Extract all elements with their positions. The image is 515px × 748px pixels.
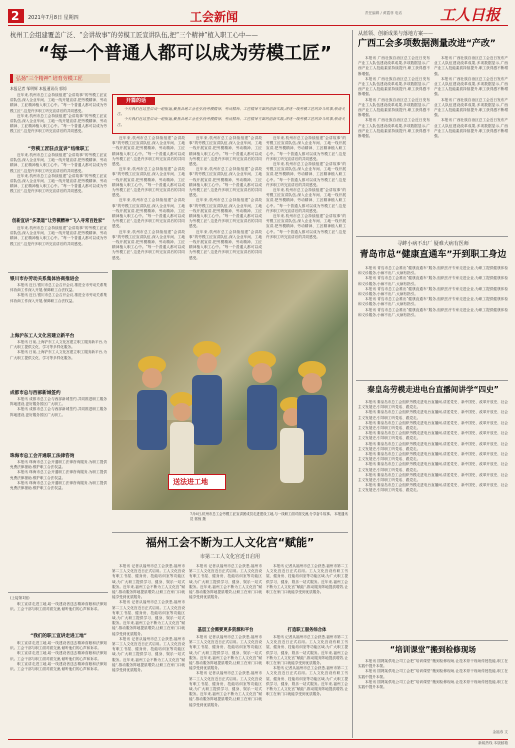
right-rule-1 (356, 236, 508, 237)
lead-body-col4: 近年来,杭州市总工会持续组建“会讲故事”的劳模工匠宣讲队伍,深入企业车间、工地一线开展宣讲,把劳模精神、劳动精神、工匠精神植入职工心中。“每一个普通人都可以成为劳模工匠”,这是许多职工听完宣讲后的共同感受。 近年来,杭州市总工会持续组建“会讲故事”的劳模工匠宣讲队伍,深入企业车间、工地一线开展宣讲,把劳模精神、劳动精神、工匠精神植入职工心中。“每一个普通人都可以成为劳模工匠”,这是许多职工听完宣讲后的共同感受。 近年来,杭州市总工会持续组建“会讲故事”的劳模工匠宣讲队伍,深入企业车间、工地一线开展宣讲,把劳模精神、劳动精神、工匠精神植入职工心中。“每一个普通人都可以成为劳模工匠”,这是许多职工听完宣讲后的共同感受。 近年来,杭州市总工会持续组建“会讲故事”的劳模工匠宣讲队伍,深入企业车间、工地一线开展宣讲,把劳模精神、劳动精神、工匠精神植入职工心中。“每一个普通人都可以成为劳模工匠”,这是许多职工听完宣讲后的共同感受。 (266, 136, 346, 239)
lead-body-col1b: 近年来,杭州市总工会持续组建“会讲故事”的劳模工匠宣讲队伍,深入企业车间、工地一线开展宣讲,把劳模精神、劳动精神、工匠精神植入职工心中。“每一个普通人都可以成为劳模工匠”,这是许多职工听完宣讲后的共同感受。 近年来,杭州市总工会持续组建“会讲故事”的劳模工匠宣讲队伍,深入企业车间、工地一线开展宣讲,把劳模精神、劳动精神、工匠精神植入职工心中。“每一个普通人都可以成为劳模工匠”,这是许多职工听完宣讲后的共同感受。 (10, 153, 107, 194)
fuzhou-subhead-2: 打造职工服务综合体 (287, 628, 327, 633)
right-rule-3 (356, 640, 508, 641)
editor-note-title: 开篇的话 (117, 97, 155, 105)
lead-badge-text: 弘扬“三个精神” 培育劳模工匠 (16, 76, 83, 82)
masthead-rule (8, 25, 508, 26)
brief-body-3: 本报讯 成都市总工会与西部新城签约,共同推进职工服务阵地建设,更好服务园区广大职工。 本报讯 成都市总工会与西部新城签约,共同推进职工服务阵地建设,更好服务园区广大职工。 (10, 397, 107, 417)
brief-body-4: 本报讯 珠海市总工会开通职工法律咨询服务,为职工提供免费法律援助,维护职工合法权益。 本报讯 珠海市总工会开通职工法律咨询服务,为职工提供免费法律援助,维护职工合法权益。 本报讯 珠海市总工会开通职工法律咨询服务,为职工提供免费法律援助,维护职工合法权益。 (10, 460, 107, 491)
issue-date: 2021年7月8日 星期四 (28, 15, 79, 21)
page-number: 2 (11, 9, 20, 23)
lead-headline: “每一个普通人都可以成为劳模工匠” (38, 43, 332, 64)
left-briefs (10, 276, 107, 576)
fuzhou-top-rule (112, 532, 348, 533)
fuzhou-body-col3b: 本报讯 记者从福州市总工会获悉,福州市第二工人文化宫近日正式启用。工人文化宫设有职工书屋、健身房、技能培训室等功能区域,为广大职工提供学习、健身、娱乐一站式服务。近年来,福州工会不断为工人文化宫“赋能”,推动服务阵地提质增效,让职工在家门口就能享受到优质服务。 本报讯 记者从福州市总工会获悉,福州市第二工人文化宫近日正式启用。工人文化宫设有职工书屋、健身房、技能培训室等功能区域,为广大职工提供学习、健身、娱乐一站式服务。近年来,福州工会不断为工人文化宫“赋能”,推动服务阵地提质增效,让职工在家门口就能享受到优质服务。 (266, 635, 348, 697)
brief-title-1: 银川市办劳动关系集体协商推进会 (10, 277, 79, 282)
lead-kicker: 杭州工会组建覆盖广泛、“会讲故事”的劳模工匠宣讲队伍,把“三个精神”植入职工心中—— (10, 32, 258, 39)
briefs-top-rule (8, 272, 108, 273)
paper-logo: 工人日报 (440, 6, 501, 24)
right-top-body-col2: 本报讯 广西壮族自治区总工会近日发布产业工人队伍建设改革成果,多项数据显示,广西产业工人技能素质持续提升,职工获得感不断增强。 本报讯 广西壮族自治区总工会近日发布产业工人队伍建设改革成果,多项数据显示,广西产业工人技能素质持续提升,职工获得感不断增强。 本报讯 广西壮族自治区总工会近日发布产业工人队伍建设改革成果,多项数据显示,广西产业工人技能素质持续提升,职工获得感不断增强。 本报讯 广西壮族自治区总工会近日发布产业工人队伍建设改革成果,多项数据显示,广西产业工人技能素质持续提升,职工获得感不断增强。 (434, 56, 508, 139)
footer-text: 新闻热线 本版邮箱 (478, 741, 508, 745)
lead-body-col1c: 近年来,杭州市总工会持续组建“会讲故事”的劳模工匠宣讲队伍,深入企业车间、工地一线开展宣讲,把劳模精神、劳动精神、工匠精神植入职工心中。“每一个普通人都可以成为劳模工匠”,这是许多职工听完宣讲后的共同感受。 (10, 226, 107, 246)
right-top-body-col1: 本报讯 广西壮族自治区总工会近日发布产业工人队伍建设改革成果,多项数据显示,广西产业工人技能素质持续提升,职工获得感不断增强。 本报讯 广西壮族自治区总工会近日发布产业工人队伍建设改革成果,多项数据显示,广西产业工人技能素质持续提升,职工获得感不断增强。 本报讯 广西壮族自治区总工会近日发布产业工人队伍建设改革成果,多项数据显示,广西产业工人技能素质持续提升,职工获得感不断增强。 本报讯 广西壮族自治区总工会近日发布产业工人队伍建设改革成果,多项数据显示,广西产业工人技能素质持续提升,职工获得感不断增强。 (358, 56, 430, 139)
fuzhou-subtitle: 市第二工人文化宫近日启用 (199, 554, 260, 560)
brief-title-2: 上海沪东工人文化宫建立新平台 (10, 334, 75, 339)
brief-body-2: 本报讯 日前,上海沪东工人文化宫建立职工服务新平台,为广大职工提供文化、学习等多样化服务。 本报讯 日前,上海沪东工人文化宫建立职工服务新平台,为广大职工提供文化、学习等多样化服务。 (10, 340, 107, 360)
lead-subhead-2: 创新宣讲“多渠道”让劳模精神“飞入寻常百姓家” (12, 219, 105, 224)
lead-badge (10, 74, 110, 83)
right-tag: 金福寿 文 (492, 730, 508, 734)
fuzhou-subhead: 基层工会需要更多资源和平台 (197, 628, 254, 633)
essay-subhead: “我们的职工宣讲走进工地” (30, 634, 87, 639)
lead-byline: 本报记者 邹明辉 本报通讯员 郭惊 (10, 86, 67, 91)
right-column-divider (352, 30, 353, 738)
essay-body-b: 职工宣讲走进工地,给一线建设者送去精神食粮和法律知识。工会干部与职工面对面交流,倾听他们的心声和诉求。 职工宣讲走进工地,给一线建设者送去精神食粮和法律知识。工会干部与职工面对面交流,倾听他们的心声和诉求。 职工宣讲走进工地,给一线建设者送去精神食粮和法律知识。工会干部与职工面对面交流,倾听他们的心声和诉求。 (10, 641, 107, 672)
right-mid-kicker: 寻衅小病不出厂 疑难大病有医师 (397, 241, 469, 247)
brief-title-3: 成都市总与西部新城签约 (10, 391, 61, 396)
page-number-badge (8, 9, 24, 23)
right-mid-body: 本报讯 青岛市总工会推出“健康直通车”服务,组织医疗专家走进企业,为职工提供健康体检和义诊服务,小病不出厂,大病有指引。 本报讯 青岛市总工会推出“健康直通车”服务,组织医疗专家走进企业,为职工提供健康体检和义诊服务,小病不出厂,大病有指引。 本报讯 青岛市总工会推出“健康直通车”服务,组织医疗专家走进企业,为职工提供健康体检和义诊服务,小病不出厂,大病有指引。 本报讯 青岛市总工会推出“健康直通车”服务,组织医疗专家走进企业,为职工提供健康体检和义诊服务,小病不出厂,大病有指引。 本报讯 青岛市总工会推出“健康直通车”服务,组织医疗专家走进企业,为职工提供健康体检和义诊服务,小病不出厂,大病有指引。 (358, 266, 508, 317)
lead-subhead-1: “劳模工匠驻点宣讲”结缘职工 (27, 147, 90, 152)
lead-body-col1: 近年来,杭州市总工会持续组建“会讲故事”的劳模工匠宣讲队伍,深入企业车间、工地一线开展宣讲,把劳模精神、劳动精神、工匠精神植入职工心中。“每一个普通人都可以成为劳模工匠”,这是许多职工听完宣讲后的共同感受。 近年来,杭州市总工会持续组建“会讲故事”的劳模工匠宣讲队伍,深入企业车间、工地一线开展宣讲,把劳模精神、劳动精神、工匠精神植入职工心中。“每一个普通人都可以成为劳模工匠”,这是许多职工听完宣讲后的共同感受。 (10, 93, 107, 134)
photo-caption: 7月6日,杭州市总工会劳模工匠宣讲团成员走进建设工地,与一线职工面对面交流,分享奋斗故事。 本报通讯员 郭惊 摄 (190, 512, 348, 521)
lead-body-col2: 近年来,杭州市总工会持续组建“会讲故事”的劳模工匠宣讲队伍,深入企业车间、工地一线开展宣讲,把劳模精神、劳动精神、工匠精神植入职工心中。“每一个普通人都可以成为劳模工匠”,这是许多职工听完宣讲后的共同感受。 近年来,杭州市总工会持续组建“会讲故事”的劳模工匠宣讲队伍,深入企业车间、工地一线开展宣讲,把劳模精神、劳动精神、工匠精神植入职工心中。“每一个普通人都可以成为劳模工匠”,这是许多职工听完宣讲后的共同感受。 近年来,杭州市总工会持续组建“会讲故事”的劳模工匠宣讲队伍,深入企业车间、工地一线开展宣讲,把劳模精神、劳动精神、工匠精神植入职工心中。“每一个普通人都可以成为劳模工匠”,这是许多职工听完宣讲后的共同感受。 近年来,杭州市总工会持续组建“会讲故事”的劳模工匠宣讲队伍,深入企业车间、工地一线开展宣讲,把劳模精神、劳动精神、工匠精神植入职工心中。“每一个普通人都可以成为劳模工匠”,这是许多职工听完宣讲后的共同感受。 (112, 136, 185, 260)
essay-top-rule (8, 592, 108, 593)
right-top-headline: 广西工会多项数据测量改进“产改” (358, 39, 496, 49)
photo-label: 送法进工地 (173, 478, 208, 486)
editor-note-text: 今天我们在这里启动一组报道,聚焦各地工会在弘扬劳模精神、劳动精神、工匠精神方面的创新实践,讲述一线劳模工匠的奋斗故事,敬请关注。 今天我们在这里启动一组报道,聚焦各地工会在弘扬劳模精神、劳动精神、工匠精神方面的创新实践,讲述一线劳模工匠的奋斗故事,敬请关注。 (117, 107, 345, 127)
editor-line: 责任编辑 / 黄霞菲 电话 (365, 11, 402, 15)
essay-intro: (上接第1版) (10, 596, 30, 600)
photo-label-box (168, 474, 226, 490)
right-low-headline: 秦皇岛劳模走进电台直播间讲学“四史” (367, 385, 499, 394)
fuzhou-body-col3a: 本报讯 记者从福州市总工会获悉,福州市第二工人文化宫近日正式启用。工人文化宫设有职工书屋、健身房、技能培训室等功能区域,为广大职工提供学习、健身、娱乐一站式服务。近年来,福州工会不断为工人文化宫“赋能”,推动服务阵地提质增效,让职工在家门口就能享受到优质服务。 (266, 564, 348, 595)
brief-body-1: 本报讯 近日,银川市总工会召开会议,推进全市劳动关系集体协商工作深入开展,保障职工合法权益。 本报讯 近日,银川市总工会召开会议,推进全市劳动关系集体协商工作深入开展,保障职工合法权益。 (10, 283, 107, 303)
workers-photo-illustration (112, 270, 348, 510)
right-bottom-body: 本报讯 国网某供电公司工会把“培训课堂”搬到检修现场,让技术骨干现场传授技能,职工在实践中提升本领。 本报讯 国网某供电公司工会把“培训课堂”搬到检修现场,让技术骨干现场传授技能,职工在实践中提升本领。 本报讯 国网某供电公司工会把“培训课堂”搬到检修现场,让技术骨干现场传授技能,职工在实践中提升本领。 (358, 659, 508, 690)
right-top-kicker: 从蓝领、创新成果与落地方案—— (358, 31, 434, 37)
editor-note-box (112, 94, 350, 134)
right-rule-2 (356, 380, 508, 381)
footer-rule (8, 739, 508, 740)
fuzhou-body-col1: 本报讯 记者从福州市总工会获悉,福州市第二工人文化宫近日正式启用。工人文化宫设有职工书屋、健身房、技能培训室等功能区域,为广大职工提供学习、健身、娱乐一站式服务。近年来,福州工会不断为工人文化宫“赋能”,推动服务阵地提质增效,让职工在家门口就能享受到优质服务。 本报讯 记者从福州市总工会获悉,福州市第二工人文化宫近日正式启用。工人文化宫设有职工书屋、健身房、技能培训室等功能区域,为广大职工提供学习、健身、娱乐一站式服务。近年来,福州工会不断为工人文化宫“赋能”,推动服务阵地提质增效,让职工在家门口就能享受到优质服务。 本报讯 记者从福州市总工会获悉,福州市第二工人文化宫近日正式启用。工人文化宫设有职工书屋、健身房、技能培训室等功能区域,为广大职工提供学习、健身、娱乐一站式服务。近年来,福州工会不断为工人文化宫“赋能”,推动服务阵地提质增效,让职工在家门口就能享受到优质服务。 (112, 564, 185, 673)
right-mid-headline: 青岛市总“健康直通车”开到职工身边 (359, 250, 507, 260)
essay-body-a: 职工宣讲走进工地,给一线建设者送去精神食粮和法律知识。工会干部与职工面对面交流,倾听他们的心声和诉求。 (10, 602, 107, 612)
lead-photo (112, 270, 348, 510)
photo-credit: 本报通讯员 郭惊 摄 (190, 512, 348, 521)
lead-body-col3: 近年来,杭州市总工会持续组建“会讲故事”的劳模工匠宣讲队伍,深入企业车间、工地一线开展宣讲,把劳模精神、劳动精神、工匠精神植入职工心中。“每一个普通人都可以成为劳模工匠”,这是许多职工听完宣讲后的共同感受。 近年来,杭州市总工会持续组建“会讲故事”的劳模工匠宣讲队伍,深入企业车间、工地一线开展宣讲,把劳模精神、劳动精神、工匠精神植入职工心中。“每一个普通人都可以成为劳模工匠”,这是许多职工听完宣讲后的共同感受。 近年来,杭州市总工会持续组建“会讲故事”的劳模工匠宣讲队伍,深入企业车间、工地一线开展宣讲,把劳模精神、劳动精神、工匠精神植入职工心中。“每一个普通人都可以成为劳模工匠”,这是许多职工听完宣讲后的共同感受。 近年来,杭州市总工会持续组建“会讲故事”的劳模工匠宣讲队伍,深入企业车间、工地一线开展宣讲,把劳模精神、劳动精神、工匠精神植入职工心中。“每一个普通人都可以成为劳模工匠”,这是许多职工听完宣讲后的共同感受。 (189, 136, 262, 260)
brief-title-4: 珠海市总工会开通职工法律咨询 (10, 454, 75, 459)
section-title: 工会新闻 (190, 10, 239, 24)
right-low-body: 本报讯 秦皇岛市总工会组织劳模走进电台直播间,讲述党史、新中国史、改革开放史、社会主义发展史,引导职工听党话、跟党走。 本报讯 秦皇岛市总工会组织劳模走进电台直播间,讲述党史、新中国史、改革开放史、社会主义发展史,引导职工听党话、跟党走。 本报讯 秦皇岛市总工会组织劳模走进电台直播间,讲述党史、新中国史、改革开放史、社会主义发展史,引导职工听党话、跟党走。 本报讯 秦皇岛市总工会组织劳模走进电台直播间,讲述党史、新中国史、改革开放史、社会主义发展史,引导职工听党话、跟党走。 本报讯 秦皇岛市总工会组织劳模走进电台直播间,讲述党史、新中国史、改革开放史、社会主义发展史,引导职工听党话、跟党走。 本报讯 秦皇岛市总工会组织劳模走进电台直播间,讲述党史、新中国史、改革开放史、社会主义发展史,引导职工听党话、跟党走。 本报讯 秦皇岛市总工会组织劳模走进电台直播间,讲述党史、新中国史、改革开放史、社会主义发展史,引导职工听党话、跟党走。 本报讯 秦皇岛市总工会组织劳模走进电台直播间,讲述党史、新中国史、改革开放史、社会主义发展史,引导职工听党话、跟党走。 本报讯 秦皇岛市总工会组织劳模走进电台直播间,讲述党史、新中国史、改革开放史、社会主义发展史,引导职工听党话、跟党走。 (358, 400, 508, 493)
fuzhou-headline: 福州工会不断为工人文化宫“赋能” (145, 536, 315, 549)
right-bottom-headline: “培训课堂”搬到检修现场 (390, 645, 476, 654)
fuzhou-body-col2a: 本报讯 记者从福州市总工会获悉,福州市第二工人文化宫近日正式启用。工人文化宫设有职工书屋、健身房、技能培训室等功能区域,为广大职工提供学习、健身、娱乐一站式服务。近年来,福州工会不断为工人文化宫“赋能”,推动服务阵地提质增效,让职工在家门口就能享受到优质服务。 (189, 564, 262, 600)
fuzhou-body-col2b: 本报讯 记者从福州市总工会获悉,福州市第二工人文化宫近日正式启用。工人文化宫设有职工书屋、健身房、技能培训室等功能区域,为广大职工提供学习、健身、娱乐一站式服务。近年来,福州工会不断为工人文化宫“赋能”,推动服务阵地提质增效,让职工在家门口就能享受到优质服务。 本报讯 记者从福州市总工会获悉,福州市第二工人文化宫近日正式启用。工人文化宫设有职工书屋、健身房、技能培训室等功能区域,为广大职工提供学习、健身、娱乐一站式服务。近年来,福州工会不断为工人文化宫“赋能”,推动服务阵地提质增效,让职工在家门口就能享受到优质服务。 (189, 635, 262, 707)
